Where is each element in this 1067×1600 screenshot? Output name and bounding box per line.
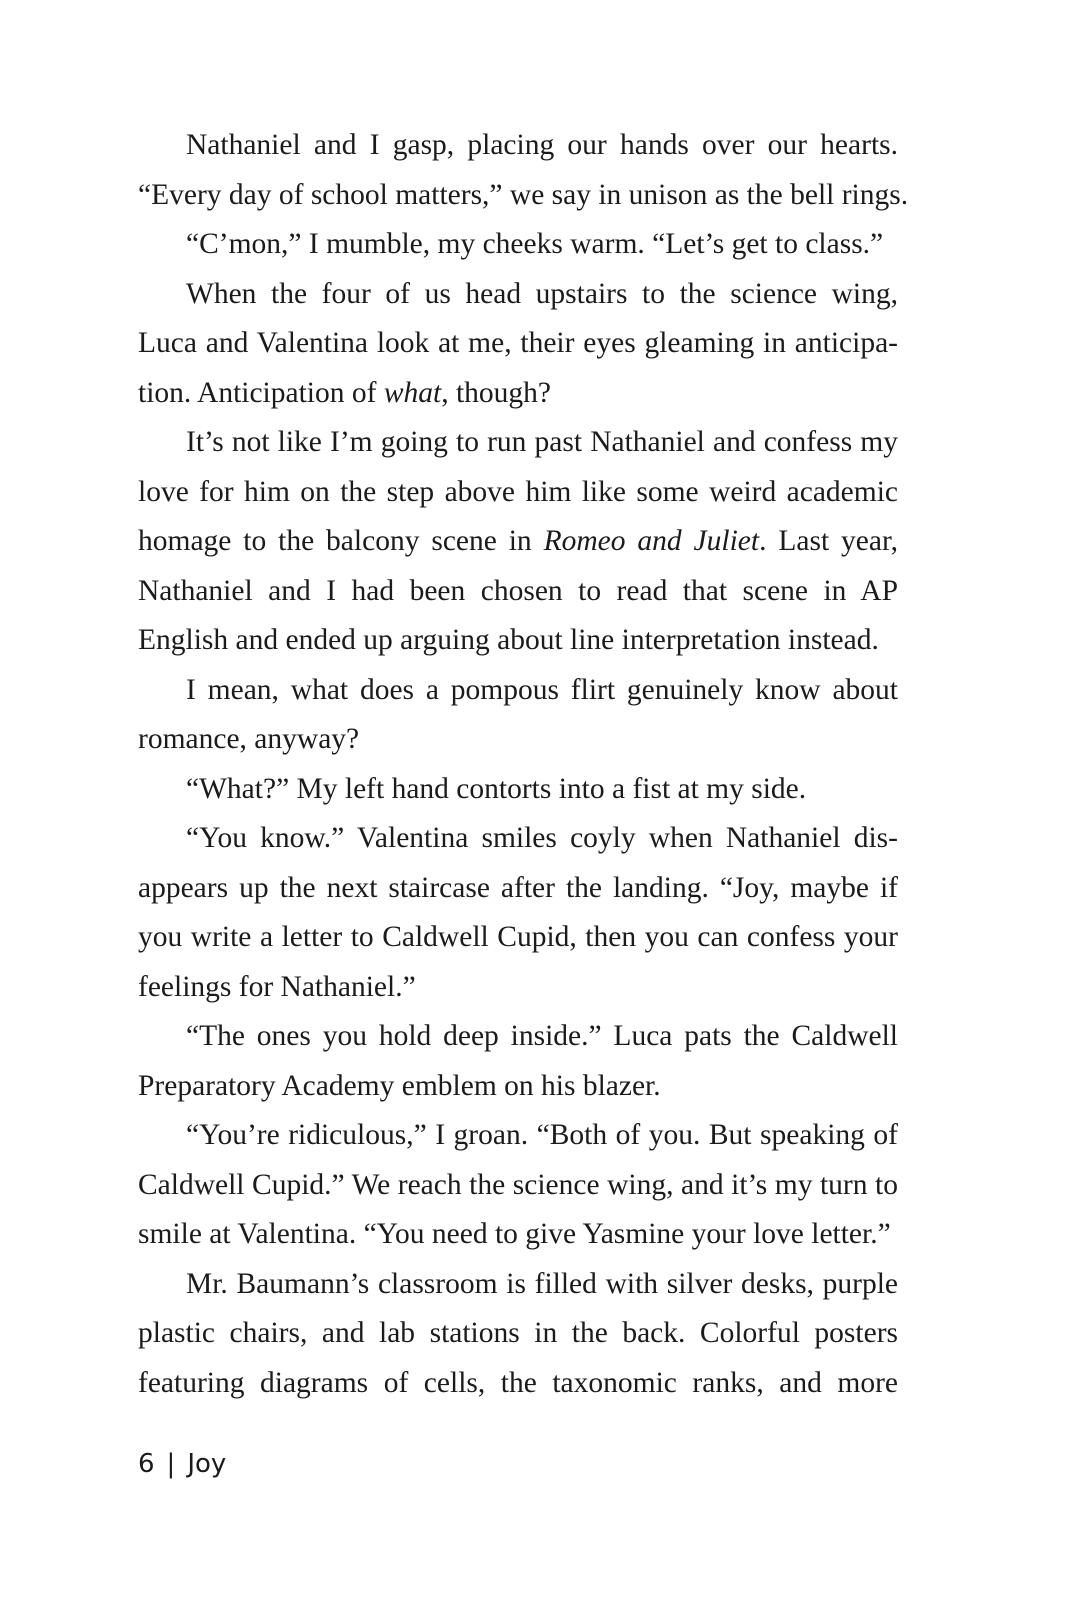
text-line: Caldwell Cupid.” We reach the science wing, and it’s my turn to [138, 1168, 898, 1201]
text-line: you write a letter to Caldwell Cupid, then you can confess your [138, 921, 898, 953]
body-text [138, 121, 909, 1408]
text-line: smile at Valentina. “You need to give Yasmine your love letter.” [138, 1218, 891, 1250]
line-text-after: , though? [441, 376, 551, 409]
footer-separator: | [166, 1449, 176, 1479]
text-line: When the four of us head upstairs to the science wing, [186, 277, 898, 310]
page-footer [138, 1447, 226, 1481]
text-line: “Every day of school matters,” we say in unison as the bell rings. [138, 178, 909, 211]
text-line: Nathaniel and I had been chosen to read that scene in AP [138, 574, 898, 607]
line-text-before: homage to the balcony scene in [138, 525, 544, 557]
text-line: “You know.” Valentina smiles coyly when Nathaniel dis- [186, 822, 898, 854]
text-line: feelings for Nathaniel.” [138, 970, 416, 1003]
text-line: “What?” My left hand contorts into a fist at my side. [186, 772, 807, 805]
line-text-after: . Last year, [759, 525, 898, 557]
text-line: appears up the next staircase after the landing. “Joy, maybe if [138, 871, 898, 904]
text-line: English and ended up arguing about line interpretation instead. [138, 624, 879, 656]
text-line: romance, anyway? [138, 723, 360, 755]
line-text-before: tion. Anticipation of [138, 376, 384, 409]
italic-title: Romeo and Juliet [543, 525, 760, 557]
text-line-italic [138, 369, 898, 419]
text-line: It’s not like I’m going to run past Nathaniel and confess my [186, 426, 898, 458]
text-line: plastic chairs, and lab stations in the back. Colorful posters [138, 1317, 898, 1349]
text-line: “C’mon,” I mumble, my cheeks warm. “Let’s get to class.” [186, 228, 884, 260]
text-line: Luca and Valentina look at me, their eyes gleaming in anticipa- [138, 327, 898, 359]
text-line: Preparatory Academy emblem on his blazer. [138, 1069, 661, 1102]
page-number: 6 [138, 1449, 155, 1479]
italic-word: what [383, 376, 442, 409]
text-line: love for him on the step above him like some weird academic [138, 475, 898, 508]
text-line: “You’re ridiculous,” I groan. “Both of you. But speaking of [186, 1119, 898, 1151]
text-line: I mean, what does a pompous flirt genuinely know about [186, 673, 898, 706]
text-line: Mr. Baumann’s classroom is filled with silver desks, purple [186, 1267, 898, 1300]
text-line: featuring diagrams of cells, the taxonomic ranks, and more [138, 1366, 898, 1399]
text-line-italic [138, 517, 898, 567]
chapter-name: Joy [187, 1449, 227, 1479]
text-line: “The ones you hold deep inside.” Luca pats the Caldwell [186, 1020, 898, 1052]
text-line: Nathaniel and I gasp, placing our hands over our hearts. [186, 129, 898, 161]
